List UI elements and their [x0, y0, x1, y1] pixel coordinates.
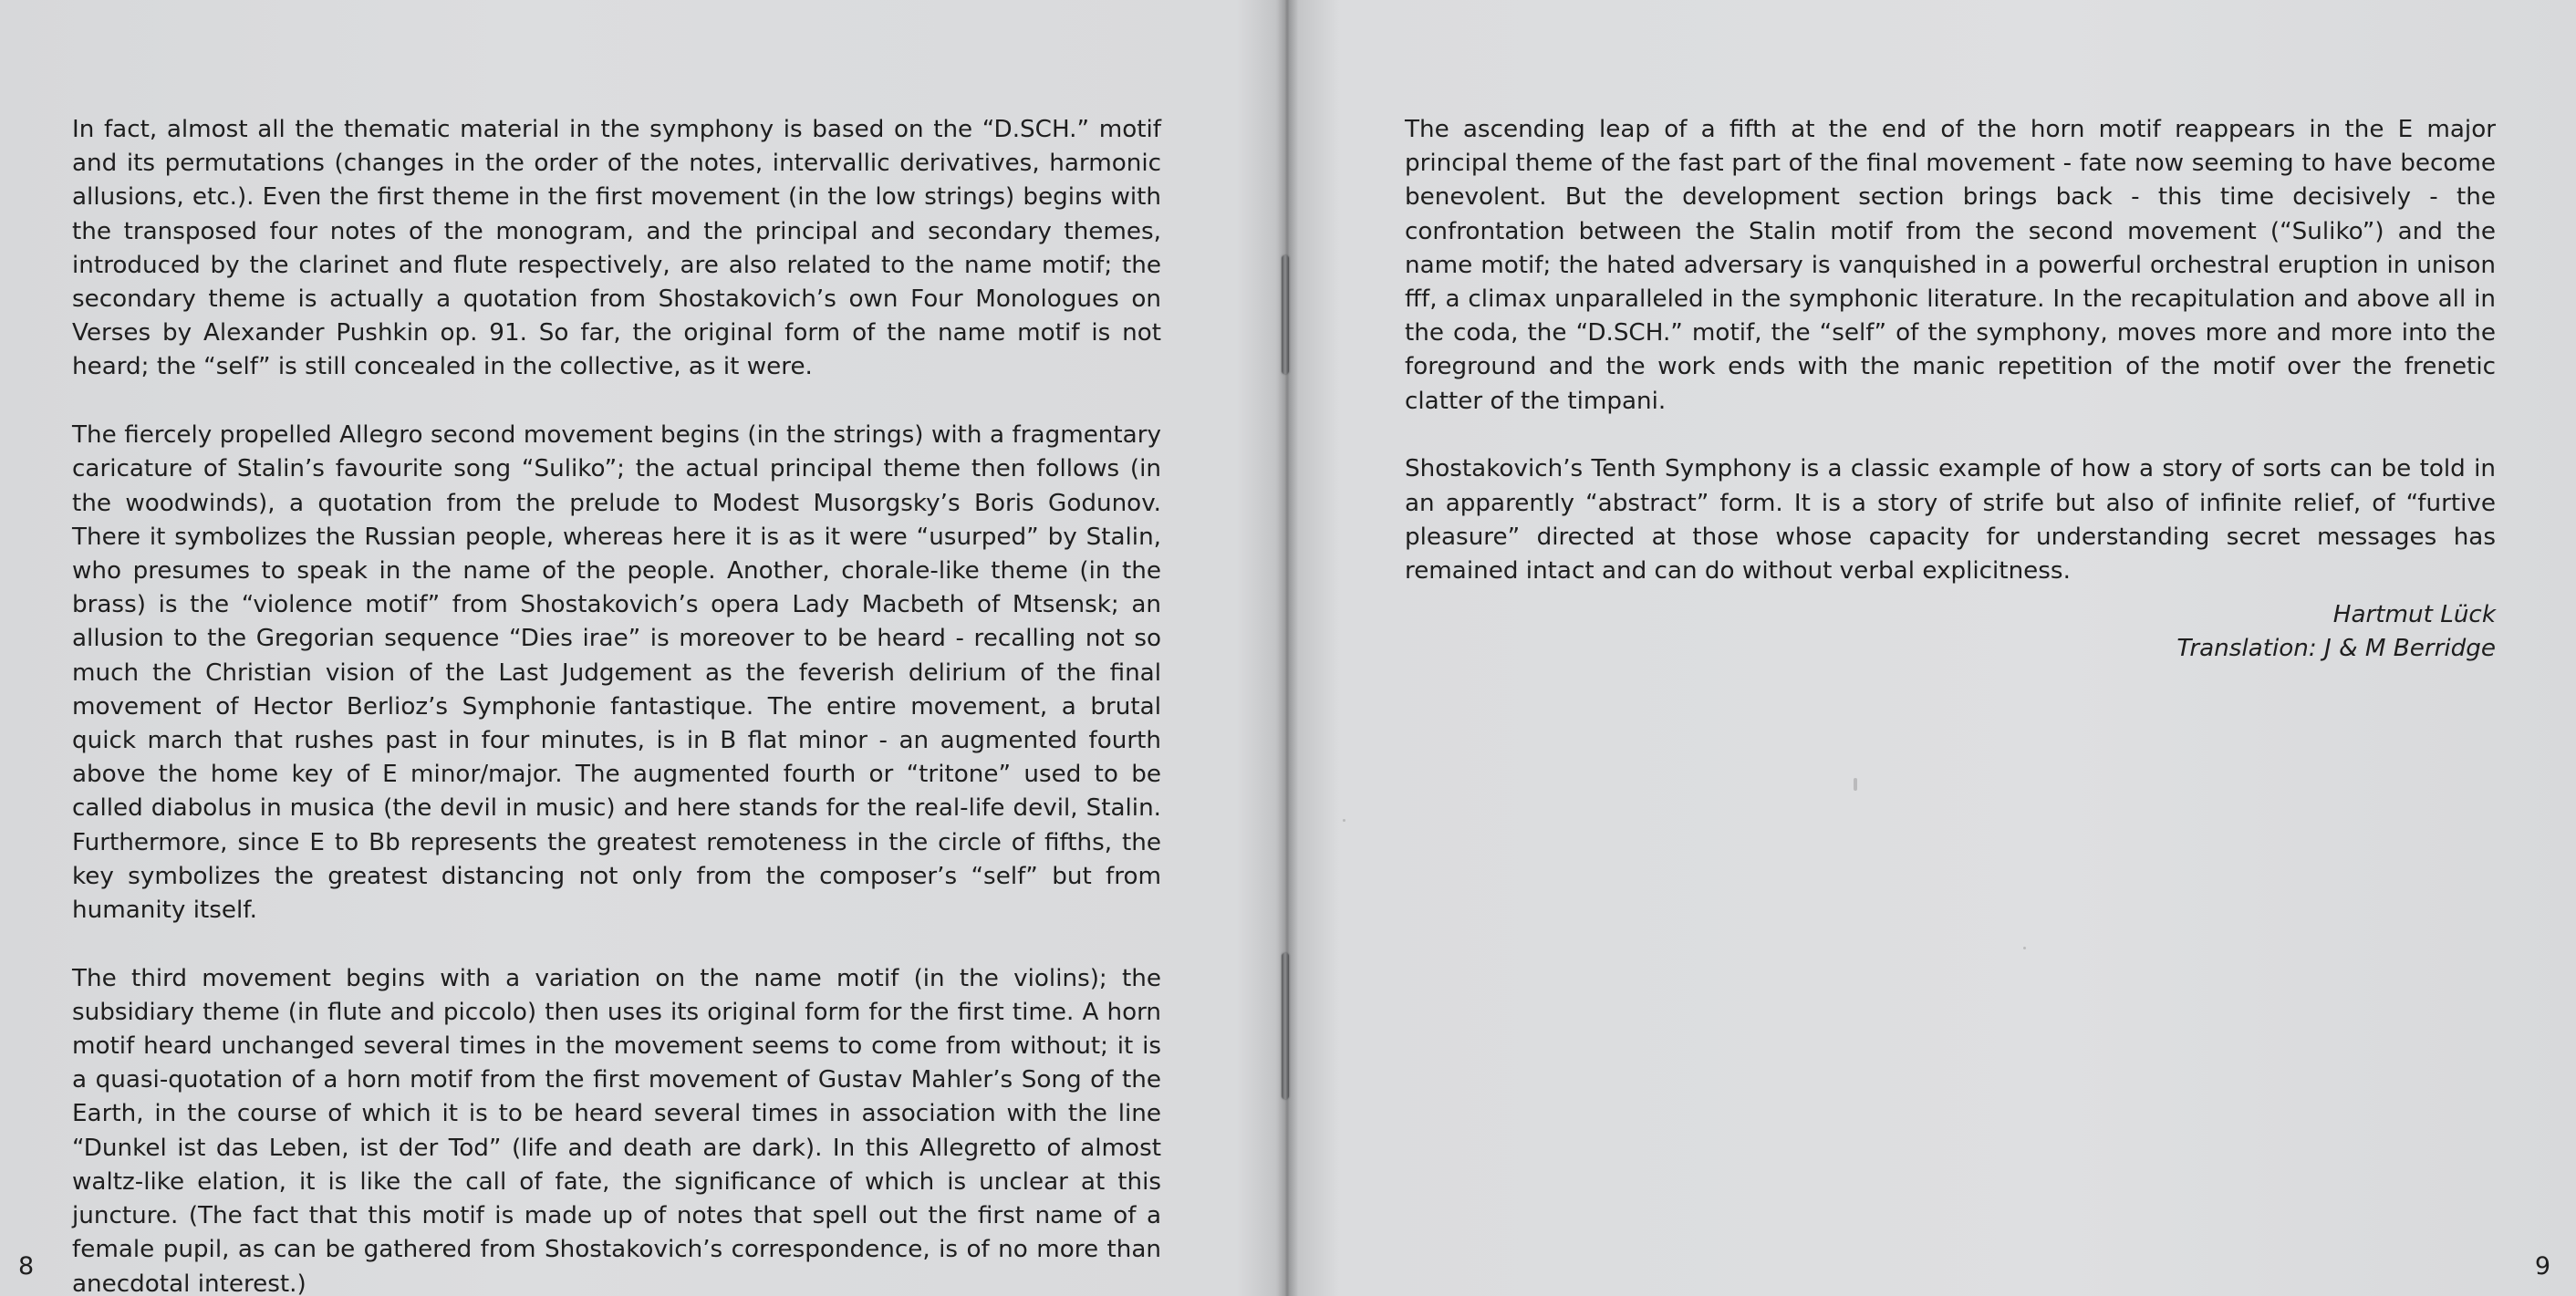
- left-page: [0, 0, 1282, 1296]
- left-paragraph-3: The third movement begins with a variation on the name motif (in the violins); the subsidiary theme (in flute and piccolo) then uses its original form for the first time. A horn motif heard unchanged several times in the movement seems to come from without; it is a quasi-quotation of a horn motif from the first movement of Gustav Mahler’s Song of the Earth, in the course of which it is to be heard several times in association with the line “Dunkel ist das Leben, ist der Tod” (life and death are dark). In this Allegretto of almost waltz-like elation, it is like the call of fate, the significance of which is unclear at this juncture. (The fact that this motif is made up of notes that spell out the first name of a female pupil, as can be gathered from Shostakovich’s correspondence, is of no more than anecdotal interest.): [72, 964, 1161, 1296]
- page-number-left: 8: [18, 1252, 35, 1280]
- right-paragraph-1: The ascending leap of a fifth at the end of the horn motif reappears in the E major principal theme of the fast part of the final movement - fate now seeming to have become benevolent. But the development section brings back - this time decisively - the confrontation between the Stalin motif from the second movement (“Suliko”) and the name motif; the hated adversary is vanquished in a powerful orchestral eruption in unison fff, a climax unparalleled in the symphonic literature. In the recapitulation and above all in the coda, the “D.SCH.” motif, the “self” of the symphony, moves more and more into the foreground and the work ends with the manic repetition of the motif over the frenetic clatter of the timpani.: [1405, 116, 2496, 415]
- paper-speck: [2023, 947, 2026, 949]
- credits: [2176, 598, 2496, 666]
- left-paragraph-2: The fiercely propelled Allegro second movement begins (in the strings) with a fragmentary caricature of Stalin’s favourite song “Suliko”; the actual principal theme then follows (in the woodwinds), a quotation from the prelude to Modest Musorgsky’s Boris Godunov. There it symbolizes the Russian people, whereas here it is as it were “usurped” by Stalin, who presumes to speak in the name of the people. Another, chorale-like theme (in the brass) is the “violence motif” from Shostakovich’s opera Lady Macbeth of Mtsensk; an allusion to the Gregorian sequence “Dies irae” is moreover to be heard - recalling not so much the Christian vision of the Last Judgement as the feverish delirium of the final movement of Hector Berlioz’s Symphonie fantastique. The entire movement, a brutal quick march that rushes past in four minutes, is in B flat minor - an augmented fourth above the home key of E minor/major. The augmented fourth or “tritone” used to be called diabolus in musica (the devil in music) and here stands for the real-life devil, Stalin. Furthermore, since E to Bb represents the greatest remoteness in the circle of fifths, the key symbolizes the greatest distancing not only from the composer’s “self” but from humanity itself.: [72, 421, 1161, 924]
- page-number-right: 9: [2534, 1252, 2550, 1280]
- left-page-body: [72, 113, 1161, 1296]
- right-page: [1286, 0, 2576, 1296]
- paper-speck: [1854, 778, 1857, 791]
- translation-credit: Translation: J & M Berridge: [2176, 635, 2496, 663]
- right-page-body: [1405, 113, 2496, 623]
- paper-speck: [1343, 819, 1345, 822]
- author-credit: Hartmut Lück: [2332, 601, 2496, 628]
- left-paragraph-1: In fact, almost all the thematic material in the symphony is based on the “D.SCH.” motif and its permutations (changes in the order of the notes, intervallic derivatives, harmonic allusions, etc.). Even the first theme in the first movement (in the low strings) begins with the transposed four notes of the monogram, and the principal and secondary themes, introduced by the clarinet and flute respectively, are also related to the name motif; the secondary theme is actually a quotation from Shostakovich’s own Four Monologues on Verses by Alexander Pushkin op. 91. So far, the original form of the name motif is not heard; the “self” is still concealed in the collective, as it were.: [72, 116, 1161, 381]
- right-paragraph-2: Shostakovich’s Tenth Symphony is a classic example of how a story of sorts can be told in an apparently “abstract” form. It is a story of strife but also of infinite relief, of “furtive pleasure” directed at those whose capacity for understanding secret messages has remained intact and can do without verbal explicitness.: [1405, 455, 2496, 585]
